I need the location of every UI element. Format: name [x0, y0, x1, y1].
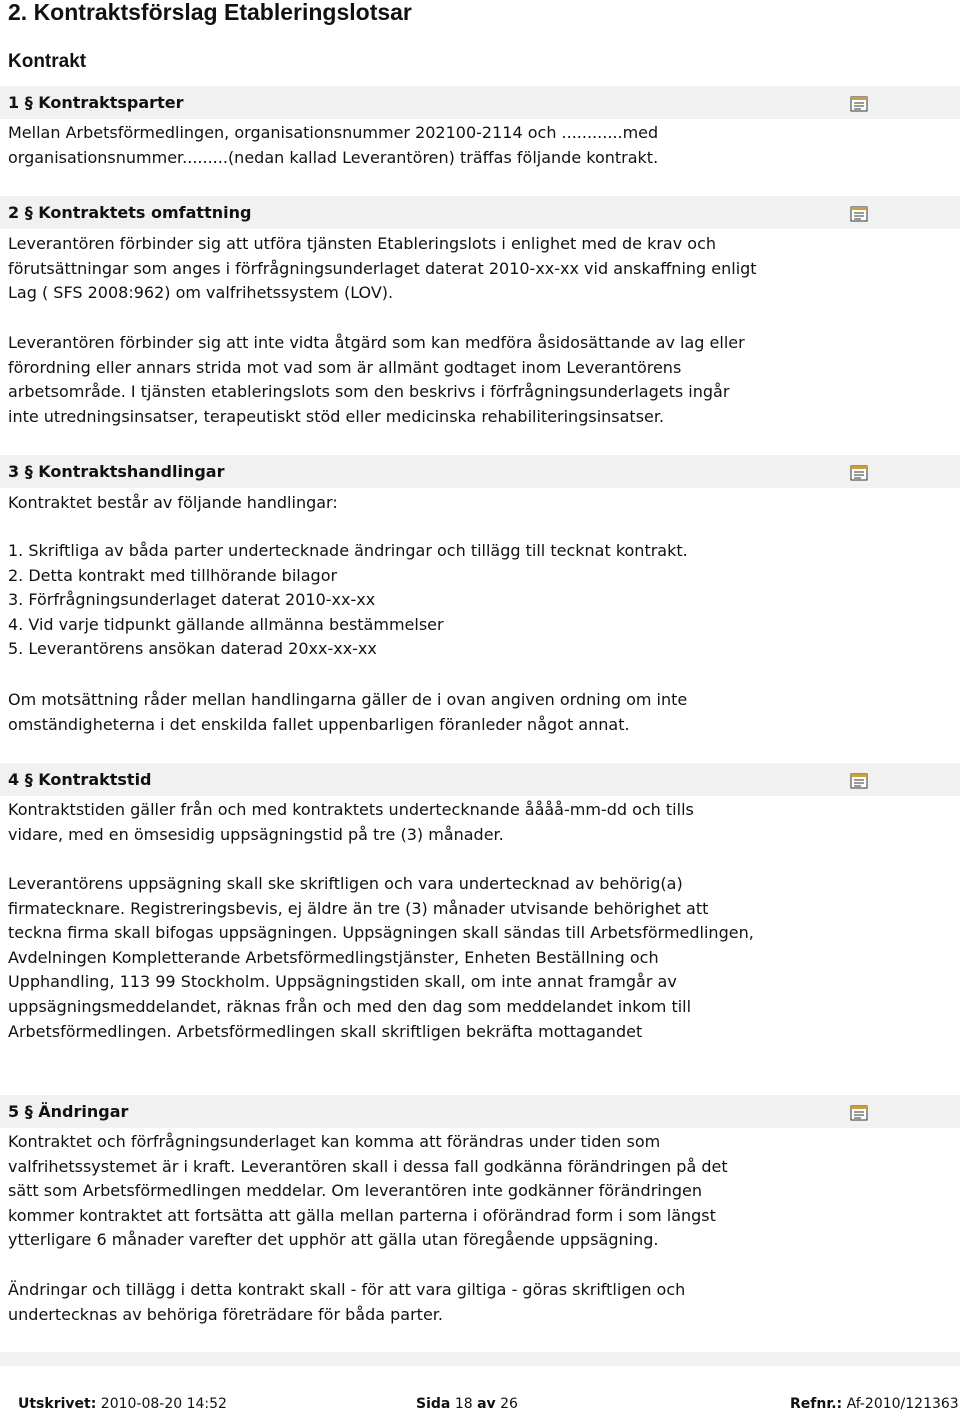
section-4-paragraph-2 [8, 872, 953, 1044]
text-line: Avdelningen Kompletterande Arbetsförmedlingstjänster, Enheten Beställning och [8, 947, 659, 967]
section-5-title: 5 § Ändringar [8, 1102, 129, 1121]
ref-value: Af-2010/121363 [846, 1396, 959, 1412]
text-line: arbetsområde. I tjänsten etableringslots som den beskrivs i förfrågningsunderlagets ingår [8, 382, 730, 402]
section-3-list [8, 539, 953, 662]
section-1-paragraph [8, 121, 953, 170]
list-item: 1. Skriftliga av båda parter undertecknade ändringar och tillägg till tecknat kontrakt. [8, 541, 688, 560]
text-line: Ändringar och tillägg i detta kontrakt skall - för att vara giltiga - göras skriftligen och [8, 1280, 686, 1299]
page-current: 18 [454, 1396, 473, 1412]
section-3-header [0, 455, 960, 488]
text-line: valfrihetssystemet är i kraft. Leverantören skall i dessa fall godkänna förändringen på det [8, 1156, 728, 1176]
text-line: Kontraktet består av följande handlingar: [8, 493, 338, 512]
text-line: kommer kontraktet att fortsätta att gälla mellan parterna i oförändrad form i som längst [8, 1205, 716, 1225]
section-2-paragraph-1 [8, 232, 953, 306]
section-5-header [0, 1095, 960, 1128]
page-title: 2. Kontraktsförslag Etableringslotsar [8, 0, 412, 25]
text-line: Om motsättning råder mellan handlingarna gäller de i ovan angiven ordning om inte [8, 690, 688, 709]
text-line: sätt som Arbetsförmedlingen meddelar. Om leverantören inte godkänner förändringen [8, 1181, 703, 1201]
list-item: 5. Leverantörens ansökan daterad 20xx-xx-xx [8, 639, 377, 659]
printed-value: 2010-08-20 14:52 [100, 1396, 227, 1412]
document-scroll-icon[interactable] [850, 96, 868, 112]
section-4-paragraph-1 [8, 798, 953, 847]
section-3-paragraph-1 [8, 491, 953, 516]
document-scroll-icon[interactable] [850, 1105, 868, 1121]
text-line: förordning eller annars strida mot vad som är allmänt godtaget inom Leverantörens [8, 357, 682, 377]
document-scroll-icon[interactable] [850, 773, 868, 789]
text-line: Kontraktet och förfrågningsunderlaget kan komma att förändras under tiden som [8, 1132, 661, 1151]
text-line: uppsägningsmeddelandet, räknas från och med den dag som meddelandet inkom till [8, 996, 692, 1016]
text-line: Upphandling, 113 99 Stockholm. Uppsägningstiden skall, om inte annat framgår av [8, 972, 677, 992]
list-item: 2. Detta kontrakt med tillhörande bilagor [8, 565, 338, 585]
text-line: omständigheterna i det enskilda fallet uppenbarligen föranleder något annat. [8, 714, 630, 734]
section-4-header [0, 763, 960, 796]
text-line: förutsättningar som anges i förfrågningsunderlaget daterat 2010-xx-xx vid anskaffning enligt [8, 258, 757, 278]
reference-number [790, 1396, 959, 1412]
list-item: 3. Förfrågningsunderlaget daterat 2010-xx-xx [8, 590, 376, 610]
page-of: av [477, 1396, 496, 1412]
text-line: Kontraktstiden gäller från och med kontraktets undertecknande åååå-mm-dd och tills [8, 800, 694, 819]
section-1-header [0, 86, 960, 119]
section-5-paragraph-1 [8, 1130, 953, 1253]
text-line: firmatecknare. Registreringsbevis, ej äldre än tre (3) månader utvisande behörighet att [8, 898, 709, 918]
text-line: teckna firma skall bifogas uppsägningen. Uppsägningen skall sändas till Arbetsförmedlingen, [8, 923, 754, 943]
text-line: Mellan Arbetsförmedlingen, organisationsnummer 202100-2114 och ............med [8, 123, 659, 142]
page-indicator [416, 1396, 518, 1412]
section-1-title: 1 § Kontraktsparter [8, 93, 184, 112]
text-line: Lag ( SFS 2008:962) om valfrihetssystem (LOV). [8, 283, 394, 303]
section-2-title: 2 § Kontraktets omfattning [8, 203, 252, 222]
contract-heading: Kontrakt [8, 51, 87, 72]
section-2-header [0, 196, 960, 229]
text-line: Leverantören förbinder sig att utföra tjänsten Etableringslots i enlighet med de krav och [8, 234, 716, 253]
text-line: inte utredningsinsatser, terapeutiskt stöd eller medicinska rehabiliteringsinsatser. [8, 406, 665, 426]
section-2-paragraph-2 [8, 331, 953, 429]
section-3-paragraph-3 [8, 688, 953, 737]
text-line: Leverantörens uppsägning skall ske skriftligen och vara undertecknad av behörig(a) [8, 874, 683, 893]
page-total: 26 [500, 1396, 518, 1412]
text-line: ytterligare 6 månader varefter det upphör att gälla utan föregående uppsägning. [8, 1230, 659, 1250]
ref-label: Refnr.: [790, 1396, 843, 1412]
text-line: undertecknas av behöriga företrädare för båda parter. [8, 1304, 443, 1324]
text-line: Leverantören förbinder sig att inte vidta åtgärd som kan medföra åsidosättande av lag eller [8, 333, 745, 352]
section-5-paragraph-2 [8, 1278, 953, 1327]
text-line: organisationsnummer.........(nedan kallad Leverantören) träffas följande kontrakt. [8, 147, 659, 167]
list-item: 4. Vid varje tidpunkt gällande allmänna bestämmelser [8, 614, 444, 634]
printed-label: Utskrivet: [18, 1396, 97, 1412]
footer-separator [0, 1352, 960, 1366]
printed-date [18, 1396, 227, 1412]
document-scroll-icon[interactable] [850, 206, 868, 222]
section-4-title: 4 § Kontraktstid [8, 770, 152, 789]
section-3-title: 3 § Kontraktshandlingar [8, 462, 225, 481]
page-label: Sida [416, 1396, 451, 1412]
text-line: vidare, med en ömsesidig uppsägningstid på tre (3) månader. [8, 824, 504, 844]
document-scroll-icon[interactable] [850, 465, 868, 481]
text-line: Arbetsförmedlingen. Arbetsförmedlingen skall skriftligen bekräfta mottagandet [8, 1021, 643, 1041]
